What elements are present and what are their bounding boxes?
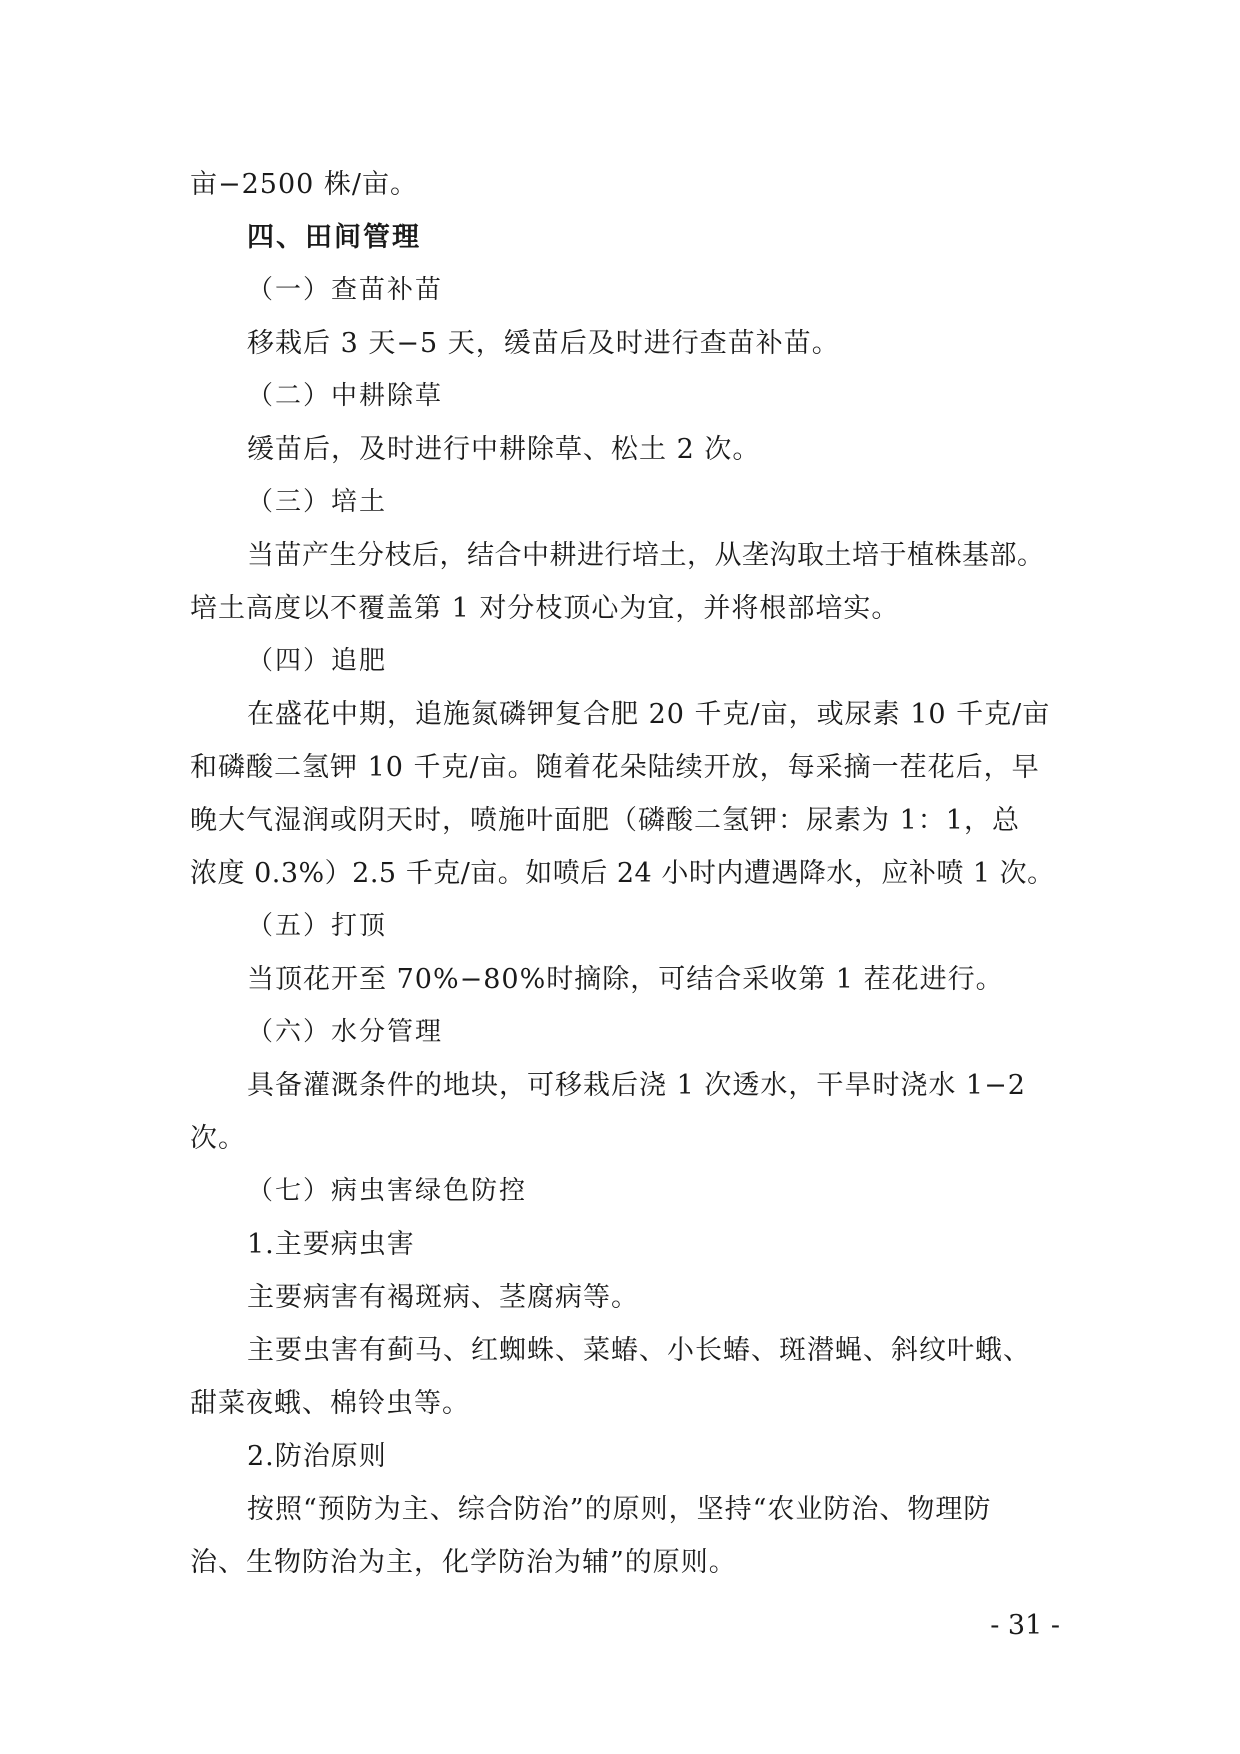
subsection-heading: （四）追肥 bbox=[247, 646, 388, 676]
page-number: - 31 - bbox=[990, 1610, 1060, 1641]
body-text-line: 按照“预防为主、综合防治”的原则，坚持“农业防治、物理防 bbox=[247, 1494, 992, 1525]
body-text-line: 次。 bbox=[190, 1123, 246, 1154]
subsection-heading: （七）病虫害绿色防控 bbox=[247, 1176, 528, 1206]
subsection-heading: （一）查苗补苗 bbox=[247, 275, 444, 305]
document-body bbox=[190, 158, 1054, 1589]
numbered-item-heading: 2.防治原则 bbox=[247, 1441, 387, 1472]
body-text-line: 当苗产生分枝后，结合中耕进行培土，从垄沟取土培于植株基部。 bbox=[247, 540, 1045, 571]
body-text-line: 在盛花中期，追施氮磷钾复合肥 20 千克/亩，或尿素 10 千克/亩 bbox=[247, 699, 1051, 730]
body-text-line: 主要虫害有蓟马、红蜘蛛、菜蝽、小长蝽、斑潜蝇、斜纹叶蛾、 bbox=[247, 1335, 1031, 1366]
body-text-line: 亩−2500 株/亩。 bbox=[190, 169, 419, 200]
body-text-line: 主要病害有褐斑病、茎腐病等。 bbox=[247, 1282, 639, 1313]
subsection-heading: （五）打顶 bbox=[247, 911, 388, 941]
body-text-line: 缓苗后，及时进行中耕除草、松土 2 次。 bbox=[247, 434, 761, 465]
body-text-line: 浓度 0.3%）2.5 千克/亩。如喷后 24 小时内遭遇降水，应补喷 1 次。 bbox=[190, 858, 1055, 889]
body-text-line: 甜菜夜蛾、棉铃虫等。 bbox=[190, 1388, 470, 1419]
numbered-item-heading: 1.主要病虫害 bbox=[247, 1229, 415, 1260]
body-text-line: 当顶花开至 70%−80%时摘除，可结合采收第 1 茬花进行。 bbox=[247, 964, 1004, 995]
body-text-line: 治、生物防治为主，化学防治为辅”的原则。 bbox=[190, 1547, 737, 1578]
section-heading: 四、田间管理 bbox=[247, 222, 421, 253]
body-text-line: 培土高度以不覆盖第 1 对分枝顶心为宜，并将根部培实。 bbox=[190, 593, 900, 624]
body-text-line: 具备灌溉条件的地块，可移栽后浇 1 次透水，干旱时浇水 1−2 bbox=[247, 1070, 1026, 1101]
subsection-heading: （三）培土 bbox=[247, 487, 388, 517]
body-text-line: 移栽后 3 天−5 天，缓苗后及时进行查苗补苗。 bbox=[247, 328, 840, 359]
subsection-heading: （六）水分管理 bbox=[247, 1017, 444, 1047]
subsection-heading: （二）中耕除草 bbox=[247, 381, 444, 411]
body-text-line: 晚大气湿润或阴天时，喷施叶面肥（磷酸二氢钾：尿素为 1：1，总 bbox=[190, 805, 1020, 836]
body-text-line: 和磷酸二氢钾 10 千克/亩。随着花朵陆续开放，每采摘一茬花后，早 bbox=[190, 752, 1040, 783]
